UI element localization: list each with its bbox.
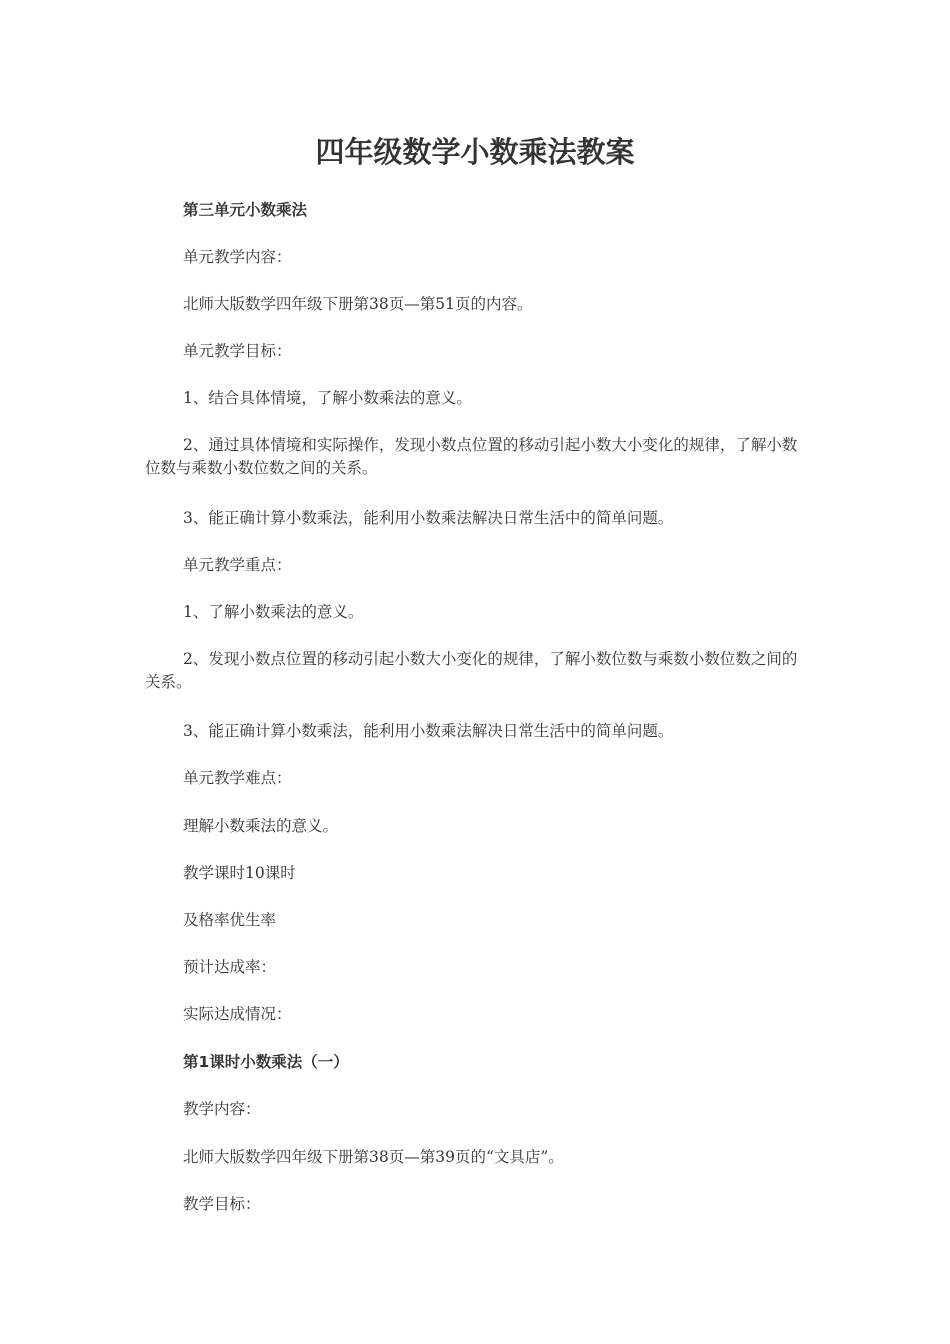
paragraph-difficulty-label: 单元教学难点： bbox=[183, 769, 292, 787]
paragraph-unit-content-label: 单元教学内容： bbox=[183, 248, 292, 266]
document-title: 四年级数学小数乘法教案 bbox=[315, 135, 635, 169]
unit-heading: 第三单元小数乘法 bbox=[183, 201, 308, 219]
paragraph-goal-3: 3、能正确计算小数乘法，能利用小数乘法解决日常生活中的简单问题。 bbox=[183, 509, 674, 527]
paragraph-key-point-2: 2、发现小数点位置的移动引起小数大小变化的规律，了解小数位数与乘数小数位数之间的关系。 bbox=[145, 650, 798, 691]
paragraph-goal-2: 2、通过具体情境和实际操作，发现小数点位置的移动引起小数大小变化的规律，了解小数位数与乘数小数位数之间的关系。 bbox=[145, 436, 798, 477]
paragraph-actual-rate: 实际达成情况： bbox=[183, 1005, 292, 1023]
paragraph-lesson-content: 北师大版数学四年级下册第38页—第39页的“文具店”。 bbox=[183, 1148, 564, 1166]
paragraph-lesson-content-label: 教学内容： bbox=[183, 1100, 261, 1118]
paragraph-unit-content: 北师大版数学四年级下册第38页—第51页的内容。 bbox=[183, 295, 533, 313]
paragraph-pass-rate: 及格率优生率 bbox=[183, 911, 277, 929]
paragraph-key-points-label: 单元教学重点： bbox=[183, 556, 292, 574]
paragraph-lesson-goals-label: 教学目标： bbox=[183, 1195, 261, 1213]
paragraph-goal-1: 1、结合具体情境，了解小数乘法的意义。 bbox=[183, 389, 472, 407]
paragraph-key-point-1: 1、了解小数乘法的意义。 bbox=[183, 603, 364, 621]
paragraph-key-point-3: 3、能正确计算小数乘法，能利用小数乘法解决日常生活中的简单问题。 bbox=[183, 722, 674, 740]
paragraph-difficulty: 理解小数乘法的意义。 bbox=[183, 817, 339, 835]
paragraph-class-hours: 教学课时10课时 bbox=[183, 864, 296, 882]
lesson-1-heading: 第1课时小数乘法（一） bbox=[183, 1053, 349, 1071]
paragraph-expected-rate: 预计达成率： bbox=[183, 958, 277, 976]
paragraph-unit-goals-label: 单元教学目标： bbox=[183, 342, 292, 360]
